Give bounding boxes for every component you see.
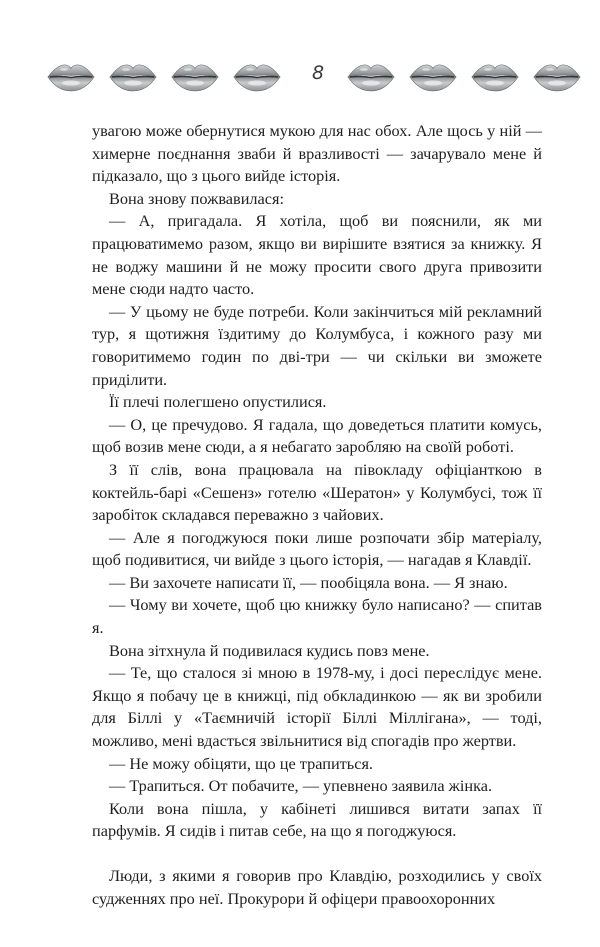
lips-icon: [46, 60, 96, 94]
paragraph: — У цьому не буде потреби. Коли закінчиться мій рекламний тур, я щотижня їздитиму до Колумбуса, і кожного разу ми говоритимемо годин по дві-три — чи скільки ви зможете приділити.: [92, 301, 542, 389]
paragraph: — Ви захочете написати її, — пообіцяла вона. — Я знаю.: [109, 572, 508, 592]
paragraph: Вона зітхнула й подивилася кудись повз мене.: [109, 640, 430, 660]
lips-icon: [470, 60, 520, 94]
paragraph: — Те, що сталося зі мною в 1978-му, і досі переслідує мене. Якщо я побачу це в книжці, під обкладинкою — як ви зробили для Біллі у «Таємничій історії Біллі Міллігана», — тоді, можливо, мені вдасться звільнитися від спогадів про жертви.: [92, 663, 542, 751]
lips-icon: [232, 60, 282, 94]
paragraph: З її слів, вона працювала на півокладу офіціанткою в коктейль-барі «Сешенз» готелю «Шератон» у Колумбусі, тож її заробіток складався переважно з чайових.: [92, 459, 542, 525]
paragraph: — А, пригадала. Я хотіла, щоб ви пояснили, як ми працюватимемо разом, якщо ви вирішите взятися за книжку. Я не воджу машини й не можу просити свого друга привозити мене сюди надто часто.: [92, 211, 542, 299]
lips-icon: [170, 60, 220, 94]
page-body: [92, 120, 542, 910]
paragraph: — Чому ви хочете, щоб цю книжку було написано? — спитав я.: [92, 595, 542, 638]
paragraph: Вона знову пожвавилася:: [109, 188, 285, 208]
paragraph: — О, це пречудово. Я гадала, що доведеться платити комусь, щоб возив мене сюди, а я небагато заробляю на своїй роботі.: [92, 414, 542, 457]
lips-icon: [532, 60, 582, 94]
paragraph: Люди, з якими я говорив про Клавдію, розходились у своїх судженнях про неї. Прокурори й офіцери правоохоронних: [92, 866, 542, 908]
paragraph: — Не можу обіцяти, що це трапиться.: [109, 753, 373, 773]
page-header: [0, 58, 600, 98]
paragraph: увагою може обернутися мукою для нас обох. Але щось у ній — химерне поєднання зваби й вразливості — зачарувало мене й підказало, що з цього вийде історія.: [92, 121, 542, 186]
paragraph: Коли вона пішла, у кабінеті лишився витати запах її парфумів. Я сидів і питав себе, на що я погоджуюся.: [92, 798, 542, 841]
lips-icon: [408, 60, 458, 94]
paragraph: — Трапиться. От побачите, — упевнено заявила жінка.: [109, 776, 493, 796]
paragraph: Її плечі полегшено опустилися.: [109, 392, 327, 412]
paragraph: — Але я погоджуюся поки лише розпочати збір матеріалу, щоб подивитися, чи вийде з цього історія, — нагадав я Клавдії.: [92, 527, 542, 570]
lips-icon: [108, 60, 158, 94]
lips-icon: [346, 60, 396, 94]
page-number: 8: [311, 62, 325, 84]
